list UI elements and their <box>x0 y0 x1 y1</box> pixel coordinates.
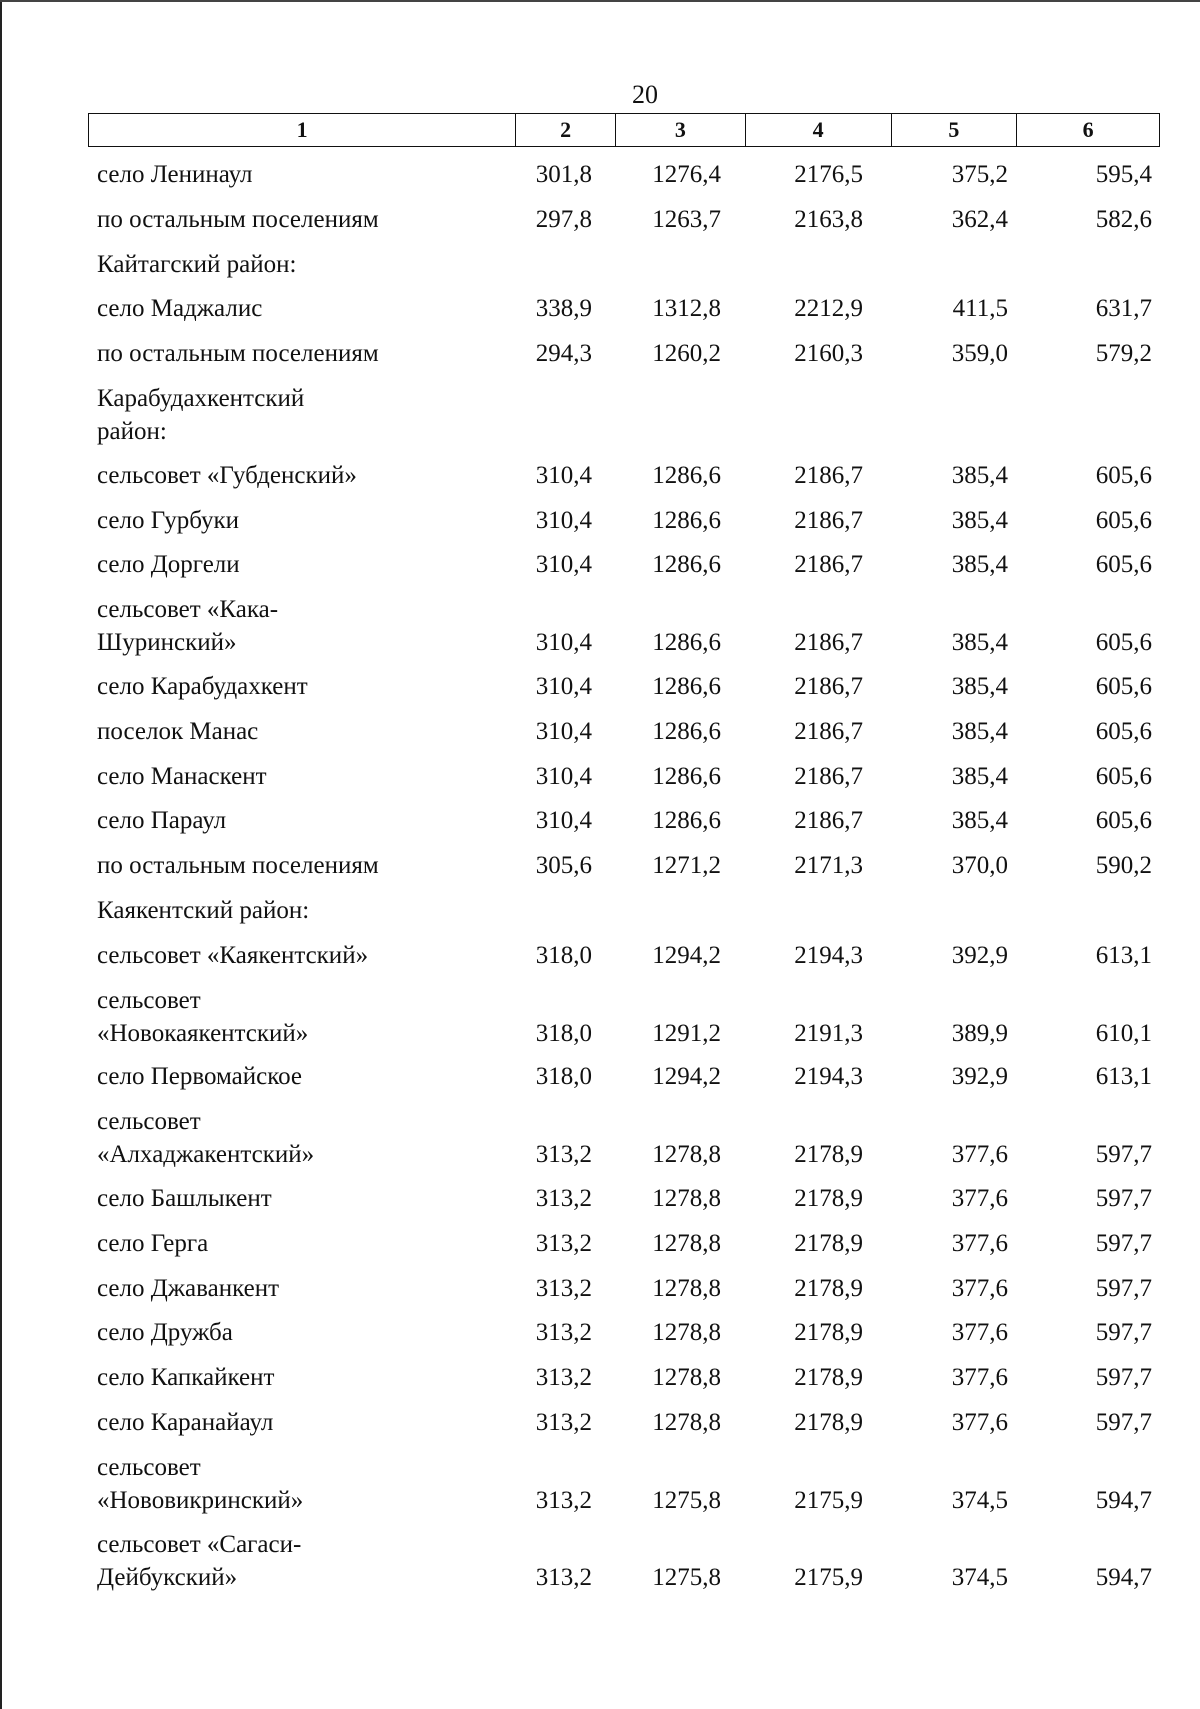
row-settlement-name <box>97 459 517 492</box>
row-value-col-5: 377,6 <box>951 1141 1008 1169</box>
row-value-col-6: 590,2 <box>1095 852 1152 880</box>
row-value-col-5: 359,0 <box>951 340 1008 368</box>
row-value-col-5: 375,2 <box>951 161 1008 188</box>
row-value-col-4: 2186,7 <box>794 551 863 579</box>
row-settlement-name <box>97 1361 517 1394</box>
row-value-col-3: 1278,8 <box>652 1229 721 1257</box>
row-value-col-6: 594,7 <box>1095 1563 1152 1591</box>
row-value-col-2: 310,4 <box>535 762 592 790</box>
row-value-col-2: 301,8 <box>535 161 592 188</box>
row-name-line: сельсовет «Каякентский» <box>97 941 369 969</box>
row-value-col-3: 1278,8 <box>652 1141 721 1169</box>
header-col-1: 1 <box>89 114 516 146</box>
row-value-col-4: 2176,5 <box>794 161 863 188</box>
row-settlement-name <box>97 1406 517 1439</box>
row-settlement-name <box>97 1451 517 1517</box>
row-name-line: по остальным поселениям <box>97 852 379 880</box>
row-value-col-4: 2186,7 <box>794 461 863 489</box>
row-name-line: село Джаванкент <box>97 1274 280 1302</box>
row-value-col-6: 605,6 <box>1095 673 1152 700</box>
row-value-col-4: 2178,9 <box>794 1229 863 1257</box>
row-value-col-4: 2194,3 <box>794 941 863 969</box>
row-value-col-5: 377,6 <box>951 1364 1008 1392</box>
row-value-col-6: 579,2 <box>1095 340 1152 368</box>
row-value-col-2: 310,4 <box>535 629 592 657</box>
row-name-line: сельсовет «Сагаси- <box>97 1530 302 1558</box>
row-value-col-6: 597,7 <box>1095 1364 1152 1392</box>
row-value-col-2: 318,0 <box>535 1063 592 1091</box>
row-settlement-name <box>97 1316 517 1349</box>
row-value-col-6: 605,6 <box>1095 461 1152 489</box>
row-value-col-5: 392,9 <box>951 1063 1008 1091</box>
row-value-col-6: 605,6 <box>1095 762 1152 790</box>
page-number: 20 <box>632 80 658 109</box>
row-value-col-4: 2178,9 <box>794 1319 863 1347</box>
row-value-col-6: 594,7 <box>1095 1486 1152 1514</box>
row-name-line: сельсовет <box>97 1108 201 1136</box>
row-name-line: сельсовет <box>97 1453 201 1481</box>
header-col-5: 5 <box>892 114 1018 146</box>
row-value-col-4: 2178,9 <box>794 1185 863 1212</box>
row-name-line: район: <box>97 418 167 445</box>
row-settlement-name <box>97 670 517 703</box>
row-value-col-4: 2178,9 <box>794 1141 863 1169</box>
row-value-col-2: 310,4 <box>535 551 592 579</box>
row-value-col-5: 385,4 <box>951 461 1008 489</box>
row-name-line: «Алхаджакентский» <box>97 1141 315 1169</box>
row-settlement-name <box>97 158 517 191</box>
row-name-line: «Нововикринский» <box>97 1486 304 1514</box>
row-value-col-5: 362,4 <box>951 205 1008 233</box>
row-value-col-2: 313,2 <box>535 1364 592 1392</box>
row-value-col-6: 597,7 <box>1095 1229 1152 1257</box>
row-value-col-6: 605,6 <box>1095 506 1152 534</box>
row-value-col-4: 2194,3 <box>794 1063 863 1091</box>
row-value-col-4: 2175,9 <box>794 1486 863 1514</box>
row-value-col-2: 313,2 <box>535 1141 592 1169</box>
row-value-col-6: 613,1 <box>1095 1063 1152 1091</box>
row-value-col-3: 1278,8 <box>652 1319 721 1347</box>
row-value-col-6: 597,7 <box>1095 1319 1152 1347</box>
row-value-col-4: 2178,9 <box>794 1274 863 1302</box>
row-value-col-4: 2186,7 <box>794 673 863 700</box>
row-value-col-6: 605,6 <box>1095 807 1152 835</box>
row-value-col-4: 2186,7 <box>794 762 863 790</box>
row-settlement-name <box>97 1060 517 1093</box>
row-value-col-2: 313,2 <box>535 1409 592 1436</box>
row-value-col-6: 605,6 <box>1095 551 1152 579</box>
row-value-col-6: 595,4 <box>1095 161 1152 188</box>
row-settlement-name <box>97 548 517 581</box>
row-value-col-5: 385,4 <box>951 762 1008 790</box>
row-value-col-2: 313,2 <box>535 1274 592 1302</box>
row-value-col-4: 2175,9 <box>794 1563 863 1591</box>
row-name-line: сельсовет «Губденский» <box>97 461 357 489</box>
row-name-line: село Манаскент <box>97 762 267 790</box>
row-name-line: сельсовет <box>97 986 201 1014</box>
row-value-col-5: 377,6 <box>951 1409 1008 1436</box>
row-value-col-3: 1286,6 <box>652 629 721 657</box>
row-value-col-6: 582,6 <box>1095 205 1152 233</box>
row-value-col-4: 2186,7 <box>794 506 863 534</box>
header-col-4: 4 <box>746 114 892 146</box>
row-settlement-name <box>97 984 517 1050</box>
row-value-col-5: 385,4 <box>951 717 1008 745</box>
row-settlement-name <box>97 292 517 325</box>
row-name-line: село Доргели <box>97 551 240 579</box>
row-value-col-6: 597,7 <box>1095 1185 1152 1212</box>
row-value-col-4: 2171,3 <box>794 852 863 880</box>
row-value-col-3: 1291,2 <box>652 1019 721 1047</box>
row-name-line: Карабудахкентский <box>97 385 305 412</box>
row-value-col-2: 305,6 <box>535 852 592 880</box>
row-settlement-name <box>97 760 517 793</box>
row-value-col-3: 1278,8 <box>652 1409 721 1436</box>
row-value-col-5: 385,4 <box>951 629 1008 657</box>
row-value-col-3: 1263,7 <box>652 205 721 233</box>
header-col-6: 6 <box>1082 117 1094 142</box>
row-name-line: село Параул <box>97 807 227 835</box>
row-value-col-5: 385,4 <box>951 551 1008 579</box>
row-name-line: село Капкайкент <box>97 1364 275 1392</box>
row-value-col-2: 310,4 <box>535 717 592 745</box>
row-name-line: по остальным поселениям <box>97 205 379 233</box>
row-name-line: по остальным поселениям <box>97 340 379 368</box>
row-value-col-2: 338,9 <box>535 295 592 323</box>
row-value-col-2: 313,2 <box>535 1486 592 1514</box>
row-name-line: село Герга <box>97 1229 209 1257</box>
row-value-col-3: 1286,6 <box>652 461 721 489</box>
row-value-col-2: 294,3 <box>535 340 592 368</box>
row-name-line: село Башлыкент <box>97 1185 272 1212</box>
row-settlement-name <box>97 715 517 748</box>
row-name-line: село Ленинаул <box>97 161 253 188</box>
row-value-col-5: 377,6 <box>951 1274 1008 1302</box>
row-value-col-6: 605,6 <box>1095 629 1152 657</box>
row-value-col-6: 597,7 <box>1095 1141 1152 1169</box>
header-col-2: 2 <box>516 114 616 146</box>
row-value-col-6: 613,1 <box>1095 941 1152 969</box>
row-settlement-name <box>97 1227 517 1260</box>
row-value-col-2: 310,4 <box>535 461 592 489</box>
row-value-col-3: 1275,8 <box>652 1563 721 1591</box>
row-value-col-4: 2178,9 <box>794 1364 863 1392</box>
row-value-col-4: 2178,9 <box>794 1409 863 1436</box>
row-value-col-3: 1286,6 <box>652 717 721 745</box>
row-settlement-name <box>97 1105 517 1171</box>
row-value-col-3: 1286,6 <box>652 762 721 790</box>
row-value-col-3: 1278,8 <box>652 1185 721 1212</box>
row-value-col-2: 310,4 <box>535 673 592 700</box>
row-value-col-2: 297,8 <box>535 205 592 233</box>
row-name-line: село Гурбуки <box>97 506 240 534</box>
row-settlement-name <box>97 804 517 837</box>
row-settlement-name <box>97 894 517 927</box>
row-settlement-name <box>97 1528 517 1594</box>
row-value-col-2: 310,4 <box>535 807 592 835</box>
row-value-col-2: 313,2 <box>535 1185 592 1212</box>
row-value-col-5: 389,9 <box>951 1019 1008 1047</box>
row-value-col-3: 1278,8 <box>652 1364 721 1392</box>
row-value-col-3: 1294,2 <box>652 941 721 969</box>
row-value-col-3: 1286,6 <box>652 551 721 579</box>
row-name-line: Каякентский район: <box>97 897 310 924</box>
row-name-line: село Дружба <box>97 1319 233 1347</box>
row-value-col-3: 1286,6 <box>652 506 721 534</box>
header-col-3: 3 <box>616 114 746 146</box>
row-value-col-4: 2212,9 <box>794 295 863 323</box>
row-value-col-3: 1260,2 <box>652 340 721 368</box>
row-value-col-2: 313,2 <box>535 1563 592 1591</box>
row-value-col-5: 385,4 <box>951 807 1008 835</box>
row-name-line: поселок Манас <box>97 717 259 745</box>
row-value-col-5: 374,5 <box>951 1563 1008 1591</box>
row-value-col-3: 1294,2 <box>652 1063 721 1091</box>
row-name-line: Кайтагский район: <box>97 250 297 278</box>
row-value-col-6: 605,6 <box>1095 717 1152 745</box>
row-name-line: село Маджалис <box>97 295 263 323</box>
row-name-line: сельсовет «Кака- <box>97 596 279 624</box>
row-name-line: Шуринский» <box>97 629 237 657</box>
row-value-col-6: 597,7 <box>1095 1274 1152 1302</box>
row-value-col-6: 610,1 <box>1095 1019 1152 1047</box>
row-name-line: село Первомайское <box>97 1063 303 1091</box>
row-value-col-3: 1286,6 <box>652 673 721 700</box>
row-value-col-3: 1275,8 <box>652 1486 721 1514</box>
row-settlement-name <box>97 203 517 236</box>
row-value-col-2: 313,2 <box>535 1229 592 1257</box>
row-settlement-name <box>97 593 517 659</box>
row-value-col-4: 2186,7 <box>794 629 863 657</box>
row-value-col-2: 310,4 <box>535 506 592 534</box>
row-value-col-5: 392,9 <box>951 941 1008 969</box>
row-name-line: село Каранайаул <box>97 1409 274 1436</box>
row-value-col-4: 2160,3 <box>794 340 863 368</box>
row-value-col-2: 318,0 <box>535 1019 592 1047</box>
row-settlement-name <box>97 248 517 281</box>
table-header <box>88 113 1160 147</box>
row-value-col-4: 2191,3 <box>794 1019 863 1047</box>
row-settlement-name <box>97 939 517 972</box>
row-settlement-name <box>97 337 517 370</box>
row-name-line: село Карабудахкент <box>97 673 308 700</box>
row-value-col-3: 1271,2 <box>652 852 721 880</box>
row-settlement-name <box>97 1272 517 1305</box>
row-value-col-5: 411,5 <box>952 295 1008 323</box>
row-value-col-3: 1286,6 <box>652 807 721 835</box>
row-value-col-3: 1276,4 <box>652 161 721 188</box>
row-value-col-3: 1312,8 <box>652 295 721 323</box>
row-name-line: «Новокаякентский» <box>97 1019 309 1047</box>
row-value-col-5: 370,0 <box>951 852 1008 880</box>
row-value-col-5: 377,6 <box>951 1185 1008 1212</box>
row-settlement-name <box>97 1182 517 1215</box>
row-value-col-4: 2163,8 <box>794 205 863 233</box>
row-value-col-3: 1278,8 <box>652 1274 721 1302</box>
row-value-col-4: 2186,7 <box>794 807 863 835</box>
row-settlement-name <box>97 849 517 882</box>
page-left-edge <box>0 0 2 1709</box>
row-value-col-5: 377,6 <box>951 1319 1008 1347</box>
row-value-col-5: 377,6 <box>951 1229 1008 1257</box>
row-value-col-2: 313,2 <box>535 1319 592 1347</box>
row-value-col-5: 374,5 <box>951 1486 1008 1514</box>
row-value-col-5: 385,4 <box>951 673 1008 700</box>
row-value-col-4: 2186,7 <box>794 717 863 745</box>
row-value-col-2: 318,0 <box>535 941 592 969</box>
row-name-line: Дейбукский» <box>97 1563 238 1591</box>
row-value-col-5: 385,4 <box>951 506 1008 534</box>
page-top-edge <box>0 0 1200 2</box>
row-value-col-6: 597,7 <box>1095 1409 1152 1436</box>
row-settlement-name <box>97 382 517 448</box>
row-settlement-name <box>97 504 517 537</box>
row-value-col-6: 631,7 <box>1095 295 1152 323</box>
